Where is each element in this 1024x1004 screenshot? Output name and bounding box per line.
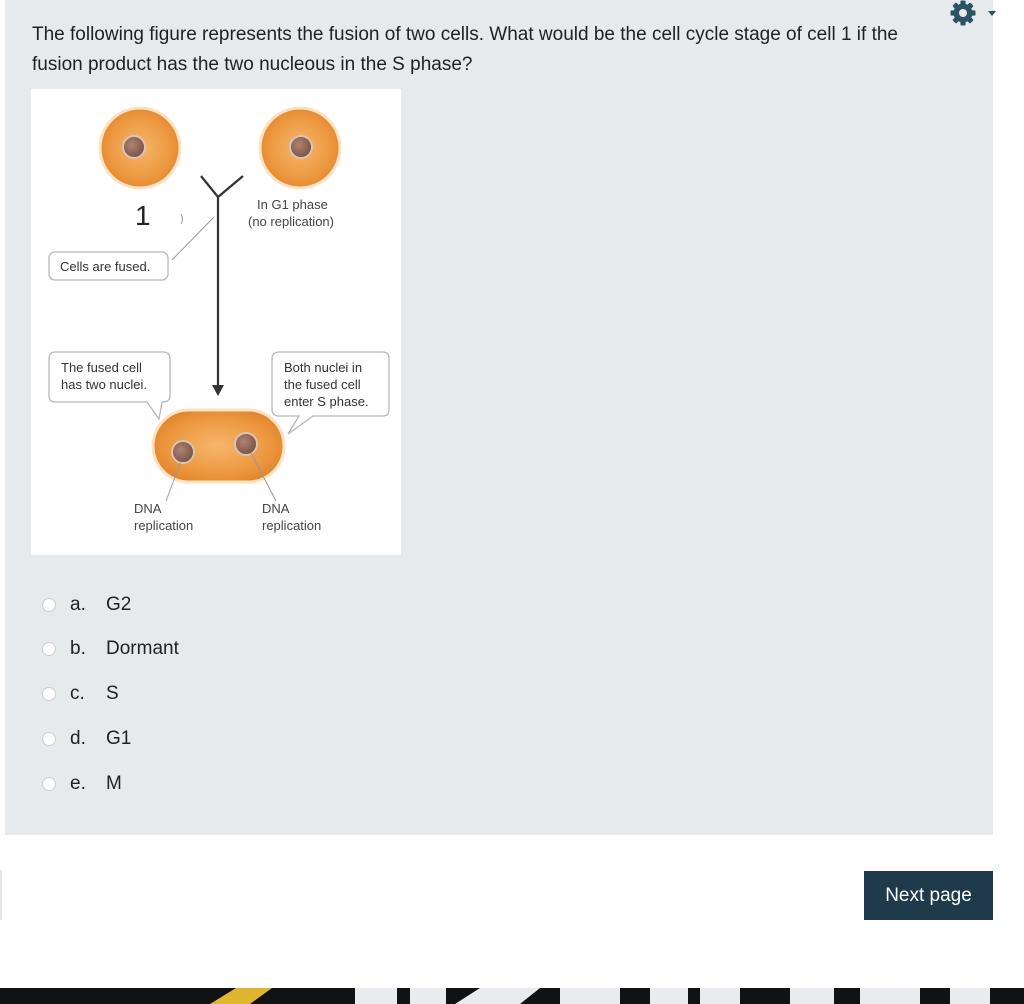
answer-letter: d. (70, 728, 86, 749)
cell-g1 (260, 108, 340, 188)
answer-letter: c. (70, 683, 85, 704)
answer-letter: a. (70, 594, 86, 615)
svg-text:Both nuclei in: Both nuclei in (284, 360, 363, 375)
question-settings-menu[interactable] (948, 0, 998, 28)
cell-number-label: 1 (135, 200, 151, 231)
radio-button[interactable] (42, 598, 56, 612)
dna-replication-right-line2: replication (262, 518, 322, 533)
cell-fusion-figure (31, 89, 401, 555)
callout-s-phase (272, 352, 389, 434)
question-text: The following figure represents the fusion of two cells. What would be the cell cycle stage of cell 1 if the fusion product has the two nucleous in the S phase? (32, 24, 899, 75)
bottom-banner (0, 988, 1024, 1004)
fusion-lines (201, 176, 243, 197)
fusion-arrow-head (212, 385, 224, 396)
next-page-button[interactable]: Next page (864, 871, 993, 920)
radio-button[interactable] (42, 642, 56, 656)
radio-button[interactable] (42, 687, 56, 701)
svg-text:has two nuclei.: has two nuclei. (61, 377, 147, 392)
answer-text: M (106, 773, 122, 794)
fused-cell (153, 410, 284, 482)
radio-button[interactable] (42, 777, 56, 791)
radio-button[interactable] (42, 732, 56, 746)
answer-option-e[interactable] (42, 769, 342, 799)
svg-text:the fused cell: the fused cell (284, 377, 361, 392)
answer-option-b[interactable] (42, 634, 342, 664)
cell-1 (100, 108, 180, 188)
answer-letter: e. (70, 773, 86, 794)
caret-down-icon (988, 11, 996, 16)
answer-text: G1 (106, 728, 132, 749)
answer-option-c[interactable] (42, 679, 342, 709)
svg-text:Cells are fused.: Cells are fused. (60, 259, 151, 274)
answer-text: Dormant (106, 638, 179, 659)
dna-replication-left-line1: DNA (134, 501, 162, 516)
callout-cells-fused (49, 252, 168, 280)
svg-text:enter S phase.: enter S phase. (284, 394, 369, 409)
svg-text:The fused cell: The fused cell (61, 360, 142, 375)
g1-label-line2: (no replication) (248, 214, 334, 229)
answer-option-d[interactable] (42, 724, 342, 754)
g1-label-line1: In G1 phase (257, 197, 328, 212)
dna-replication-right-line1: DNA (262, 501, 290, 516)
answer-option-a[interactable] (42, 590, 342, 620)
answer-text: S (106, 683, 119, 704)
gear-icon[interactable] (948, 0, 998, 28)
answer-text: G2 (106, 594, 132, 615)
answer-letter: b. (70, 638, 86, 659)
dna-replication-left-line2: replication (134, 518, 194, 533)
callout-two-nuclei (49, 352, 170, 419)
previous-area-edge (0, 870, 2, 920)
